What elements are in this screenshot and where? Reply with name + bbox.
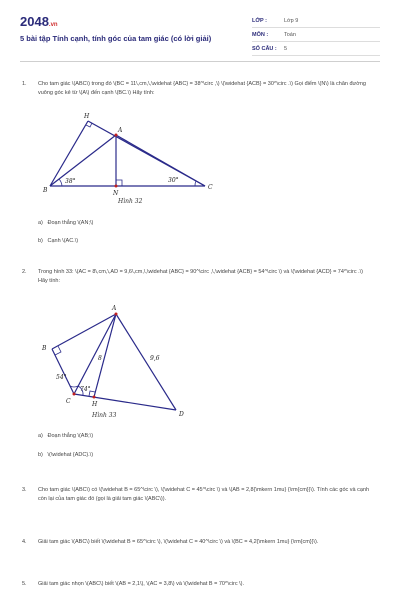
label-h: H bbox=[92, 401, 98, 408]
meta-row-subject bbox=[252, 28, 380, 42]
label-n: N bbox=[113, 190, 119, 197]
label-a: A bbox=[118, 127, 123, 134]
question-1-part-b bbox=[38, 238, 78, 244]
part-label: a) bbox=[38, 220, 43, 226]
part-text: Đoạn thẳng \(AN;\) bbox=[47, 220, 94, 226]
segment-bc bbox=[52, 349, 74, 394]
question-text: Cho tam giác \(ABC\) trong đó \(BC = 11\,cm,\,\widehat {ABC} = 38^\circ ,\) \(\widehat {ACB} = 30^\circ .\) Gọi điểm \(N\) là chân đường vuông góc kẻ từ \(A\) đến cạnh \(BC.\) Hãy tính: bbox=[38, 81, 366, 96]
segment-ba bbox=[50, 135, 116, 186]
logo-text: 2048 bbox=[20, 14, 49, 29]
part-text: \(\widehat {ADC}.\) bbox=[47, 452, 94, 458]
question-text: Giải tam giác \(ABC\) biết \(\widehat B = 65^\circ \), \(\widehat C = 40^\circ \) và \(BC = 4,2{\mkern 1mu} {\rm{cm}}\). bbox=[38, 539, 319, 545]
point-a bbox=[115, 313, 118, 316]
question-number: 1. bbox=[22, 81, 27, 87]
site-logo[interactable] bbox=[20, 14, 58, 29]
meta-table bbox=[252, 14, 380, 56]
angle-arc-c bbox=[195, 181, 196, 186]
meta-row-class bbox=[252, 14, 380, 28]
question-number: 5. bbox=[22, 581, 27, 587]
header-divider bbox=[20, 61, 380, 62]
label-b: B bbox=[43, 187, 48, 194]
figure-caption-33: Hình 33 bbox=[92, 412, 117, 419]
angle-arc-c1 bbox=[70, 386, 78, 387]
figure-33 bbox=[36, 302, 196, 420]
angle-label-54: 54° bbox=[56, 374, 67, 381]
meta-value: Toán bbox=[284, 31, 296, 38]
angle-label-74: 74° bbox=[80, 386, 91, 393]
angle-arc-b bbox=[59, 179, 62, 186]
length-ad: 9,6 bbox=[150, 355, 160, 362]
part-label: b) bbox=[38, 238, 43, 244]
question-5 bbox=[22, 580, 372, 589]
question-1-part-a bbox=[38, 220, 93, 226]
question-number: 2. bbox=[22, 269, 27, 275]
question-1 bbox=[22, 80, 372, 98]
question-number: 4. bbox=[22, 539, 27, 545]
segment-hc bbox=[88, 121, 205, 186]
point-h bbox=[93, 396, 96, 399]
question-number: 3. bbox=[22, 487, 27, 493]
question-text: Giải tam giác nhọn \(ABC\) biết \(AB = 2,1\), \(AC = 3,8\) và \(\widehat B = 70^\circ \). bbox=[38, 581, 245, 587]
question-3 bbox=[22, 486, 372, 504]
question-2 bbox=[22, 268, 372, 286]
question-text: Cho tam giác \(ABC\) có \(\widehat B = 65^\circ \), \(\widehat C = 45^\circ \) và \(AB = 2,8{\mkern 1mu} {\rm{cm}}\). Tính các góc và cạnh còn lại của tam giác đó (gọi là giải tam giác \(ABC\)). bbox=[38, 487, 370, 502]
part-label: a) bbox=[38, 433, 43, 439]
meta-label: SỐ CÂU : bbox=[252, 45, 277, 52]
document-title: 5 bài tập Tính cạnh, tính góc của tam giác (có lời giải) bbox=[20, 34, 212, 43]
meta-label: MÔN : bbox=[252, 31, 269, 38]
meta-row-count bbox=[252, 42, 380, 56]
meta-label: LỚP : bbox=[252, 17, 267, 24]
segment-ad bbox=[116, 314, 176, 410]
length-ac: 8 bbox=[98, 355, 102, 362]
angle-label-c: 30° bbox=[168, 177, 179, 184]
part-text: Đoạn thẳng \(AB;\) bbox=[47, 433, 94, 439]
label-h: H bbox=[84, 113, 90, 120]
label-a: A bbox=[112, 305, 117, 312]
label-c: C bbox=[66, 398, 71, 405]
question-2-part-a bbox=[38, 433, 93, 439]
logo-suffix: .vn bbox=[48, 22, 58, 28]
figure-caption-32: Hình 32 bbox=[118, 198, 143, 205]
point-n bbox=[115, 185, 118, 188]
angle-label-b: 38° bbox=[65, 178, 76, 185]
question-2-part-b bbox=[38, 452, 93, 458]
point-c bbox=[73, 393, 76, 396]
question-4 bbox=[22, 538, 372, 547]
label-d: D bbox=[179, 411, 184, 418]
label-b: B bbox=[42, 345, 47, 352]
segment-bh bbox=[50, 121, 88, 186]
label-c: C bbox=[208, 184, 213, 191]
segment-cd bbox=[74, 394, 176, 410]
part-text: Cạnh \(AC.\) bbox=[47, 238, 79, 244]
meta-value: 5 bbox=[284, 45, 288, 52]
part-label: b) bbox=[38, 452, 43, 458]
meta-value: Lớp 9 bbox=[284, 17, 299, 24]
question-text: Trong hình 33: \(AC = 8\,cm,\,AD = 9,6\,cm,\,\widehat {ABC} = 90^\circ ,\,\widehat {ACB} = 54^\circ \) và \(\widehat {ACD} = 74^\circ .\) Hãy tính: bbox=[38, 269, 363, 284]
